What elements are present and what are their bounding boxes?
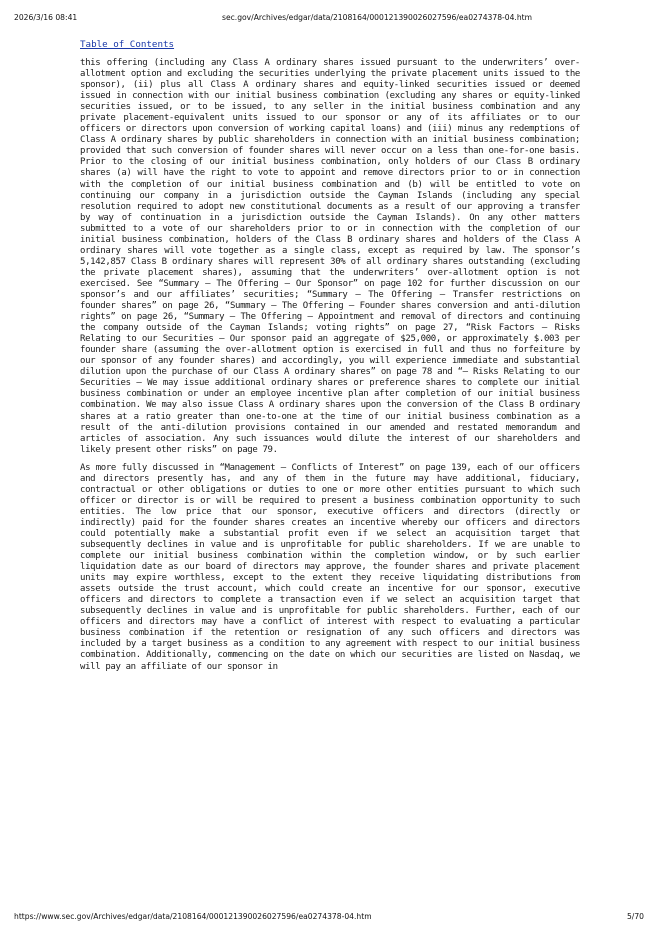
document-body: [80, 58, 580, 680]
page-counter: 5/70: [626, 912, 644, 921]
paragraph: As more fully discussed in “Management — Conflicts of Interest” on page 139, each of our officers and directors presently has, and any of them in the future may have additional, fiduciary, contractual or other obligations or duties to one or more other entities pursuant to which such officer or director is or will be required to present a business combination opportunity to such entities. The low price that our sponsor, executive officers and directors (directly or indirectly) paid for the founder shares creates an incentive whereby our officers and directors could potentially make a substantial profit even if we select an acquisition target that subsequently declines in value and is unprofitable for public shareholders. If we are unable to complete our initial business combination within the completion window, or by such earlier liquidation date as our board of directors may approve, the founder shares and private placement units may expire worthless, except to the extent they receive liquidating distributions from assets outside the trust account, which could create an incentive for our sponsor, executive officers and directors to complete a transaction even if we select an acquisition target that subsequently declines in value and is unprofitable for public shareholders. Further, each of our officers and directors may have a conflict of interest with respect to evaluating a particular business combination if the retention or resignation of any such officers and directors was included by a target business as a condition to any agreement with respect to our initial business combination. Additionally, commencing on the date on which our securities are listed on Nasdaq, we will pay an affiliate of our sponsor in: [80, 462, 580, 672]
print-header-url: sec.gov/Archives/edgar/data/2108164/000121390026027596/ea0274378-04.htm: [222, 13, 533, 22]
paragraph: this offering (including any Class A ordinary shares issued pursuant to the underwriters’ over-allotment option and excluding the securities underlying the private placement units issued to the sponsor), (ii) plus all Class A ordinary shares and equity-linked securities issued or deemed issued in connection with our initial business combination (excluding any shares or equity-linked securities issued, or to be issued, to any seller in the initial business combination and any private placement-equivalent units issued to our sponsor or any of its affiliates or to our officers or directors upon conversion of working capital loans) and (iii) minus any redemptions of Class A ordinary shares by public shareholders in connection with an initial business combination; provided that such conversion of founder shares will never occur on a less than one-for-one basis. Prior to the closing of our initial business combination, only holders of our Class B ordinary shares (a) will have the right to vote to appoint and remove directors prior to or in connection with the completion of our initial business combination and (b) will be entitled to vote on continuing our company in a jurisdiction outside the Cayman Islands (including any special resolution required to adopt new constitutional documents as a result of our approving a transfer by way of continuation in a jurisdiction outside the Cayman Islands). On any other matters submitted to a vote of our shareholders prior to or in connection with the completion of our initial business combination, holders of the Class B ordinary shares and holders of the Class A ordinary shares will vote together as a single class, except as required by law. The sponsor’s 5,142,857 Class B ordinary shares will represent 30% of all ordinary shares outstanding (excluding the private placement shares), assuming that the underwriters’ over-allotment option is not exercised. See “Summary — The Offering — Our Sponsor” on page 102 for further discussion on our sponsor’s and our affiliates’ securities; “Summary — The Offering — Transfer restrictions on founder shares” on page 26, “Summary — The Offering — Founder shares conversion and anti-dilution rights” on page 26, “Summary — The Offering — Appointment and removal of directors and continuing the company outside of the Cayman Islands; voting rights” on page 27, “Risk Factors — Risks Relating to our Securities — Our sponsor paid an aggregate of $25,000, or approximately $.003 per founder share (assuming the over-allotment option is exercised in full and thus no forfeiture by our sponsor of any founder shares) and accordingly, you will experience immediate and substantial dilution upon the purchase of our Class A ordinary shares” on page 78 and “— Risks Relating to our Securities — We may issue additional ordinary shares or preference shares to complete our initial business combination or under an employee incentive plan after completion of our initial business combination. We may also issue Class A ordinary shares upon the conversion of the Class B ordinary shares at a ratio greater than one-to-one at the time of our initial business combination as a result of the anti-dilution provisions contained in our amended and restated memorandum and articles of association. Any such issuances would dilute the interest of our shareholders and likely present other risks” on page 79.: [80, 58, 580, 455]
print-footer-url: https://www.sec.gov/Archives/edgar/data/2108164/000121390026027596/ea0274378-04.htm: [14, 912, 372, 921]
print-timestamp: 2026/3/16 08:41: [14, 13, 78, 22]
table-of-contents-link[interactable]: Table of Contents: [80, 39, 175, 50]
